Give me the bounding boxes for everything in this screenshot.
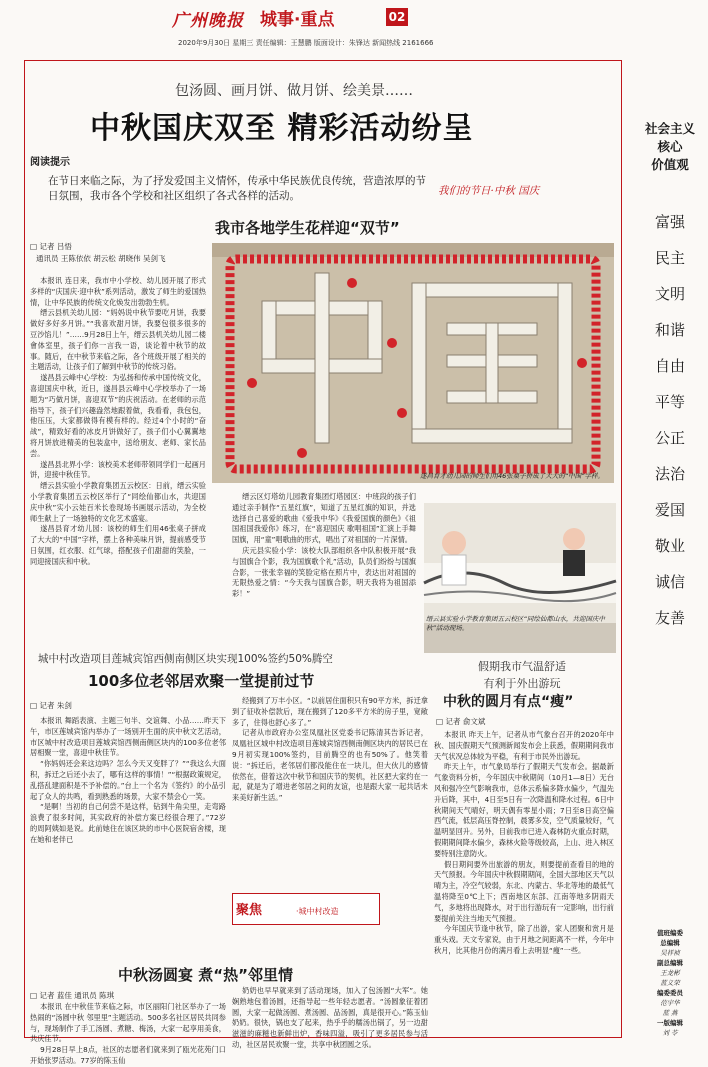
main-kicker: 包汤圆、画月饼、做月饼、绘美景…… [175, 83, 413, 99]
staff-name: 王龙彬 [660, 969, 680, 977]
page-number: 02 [386, 8, 408, 26]
focus-subtitle: ·城中村改造 [296, 907, 339, 916]
core-value: 公正 [654, 429, 685, 447]
paragraph: 本报讯 连日来，我市中小学校、幼儿园开展了形式多样的“庆国庆·迎中秋”系列活动，激发了师生的爱国热情，让中华民族的传统文化焕发出勃勃生机。 [30, 276, 206, 307]
photo-kids-zhongguo-image [212, 243, 614, 483]
staff-role: 一版编辑 [657, 1019, 683, 1027]
core-value: 平等 [654, 393, 685, 411]
paper-logo: 广州晚报 [172, 11, 244, 31]
story2-headline: 100多位老邻居欢聚一堂提前过节 [88, 672, 315, 690]
staff-name: 蓝 燕 [662, 1009, 678, 1017]
story1-byline-2: 通讯员 王陈依依 胡云松 胡晓伟 吴剑飞 [36, 254, 166, 263]
staff-role: 编委委员 [657, 989, 683, 997]
core-values-list [642, 212, 698, 628]
core-values-heading [642, 120, 698, 174]
staff-role: 值班编委 [657, 929, 683, 937]
caption-photo2: 缙云县实验小学教育集团五云校区“同绘仙都山水，共迎国庆中秋”活动现场。 [426, 615, 605, 632]
masthead [0, 0, 708, 36]
main-headline: 中秋国庆双至 精彩活动纷呈 [90, 111, 474, 146]
lead-text: 在节日来临之际，为了抒发爱国主义情怀，传承中华民族优良传统，营造浓厚的节日氛围，我市各个学校和社区组织了各式各样的活动。 [48, 175, 426, 202]
paragraph: 缙云县机关幼儿园：“妈妈说中秋节要吃月饼，我要做好多好多月饼。”“我喜欢甜月饼，我要包很多很多的豆沙馅儿！”……9月28日上午，缙云县机关幼儿园二楼會体室里，孩子们你一言我一语，谈论着中秋节的故事。随后，在中秋节来临之际，各个班级开展了相关的主题活动，让孩子们了解到中秋节的传统习俗。 [30, 308, 206, 372]
story1-headline: 我市各地学生花样迎“双节” [215, 219, 400, 237]
core-values-sidebar [642, 120, 698, 644]
paragraph: 缙云区灯塔幼儿园教育集团灯塔园区：中班段的孩子们通过亲手制作“五星红旗”，知道了五星红旗的知识，并选选择自己喜爱的歌曲《爱我中华》《我爱国旗的颜色》《祖国祖国我爱你》练习，在“喜迎国庆 歌唱祖国”汇演上手舞国旗，用“童”唱歌曲的形式，唱出了对祖国的一片深情。 [232, 492, 416, 545]
story3-headline: 中秋的圆月有点“瘦” [443, 694, 574, 710]
staff-list [642, 928, 698, 1038]
focus-title: 聚焦 [236, 903, 263, 918]
staff-role: 总编辑 [660, 939, 680, 947]
staff-name: 蓝义荣 [660, 979, 680, 987]
story2-byline: □ 记者 朱剑 [30, 701, 72, 710]
caption-photo1: 遂昌育才幼儿园的师生们用46张桌子拼成了大大的“中国”字样。 [420, 472, 605, 480]
photo-kids-zhongguo [212, 243, 614, 483]
paragraph: 昨天上午，市气象局举行了假期天气发布会。据最新气象资料分析，今年国庆中秋期间（10月1—8日）无台风和强冷空气影响我市，总体云系偏多降水偏少，气温先升后降，其中，4日至5日有一次降温和降水过程。6日中秋期间天气晴好，明天偶有零星小雨；7日至8日高空偏西气流，低层高压脊控制，晨雾多发，空气质量较好，气温明显回升。另外，目前我市已进入森林防火重点时期，假期期间降水偏少，森林火险等级较高，上山、进入林区要特别注意防火。 [434, 762, 614, 858]
paragraph: 庆元县实验小学：该校大队部组织各中队积极开展“我与国旗合个影，我为国旗歌个礼”活动，队员们纷纷与国旗合影，一张张幸福的笑脸定格在照片中，表达出对祖国的无限热爱之情：“今天我与国旗合影，明天我将为祖国添彩！” [232, 545, 416, 599]
paragraph: 遂昌县育才幼儿园：该校的师生们用46张桌子拼成了大大的“中国”字样，摆上各种美味月饼，提前感受节日氛围，红衣服、红气球，搭配孩子们甜甜的笑脸，一同迎接国庆和中秋。 [30, 524, 206, 566]
core-value: 爱国 [654, 501, 685, 519]
paragraph: “你妈妈还会来这边吗？怎么今天又变胖了？”“我这么大面积，拆迁之后还小去了，哪有这样的事情！”“根据政策规定，乱搭乱建面积是不予补偿的。”台上一个名为《签约》的小品引起了众人的共鸣，看到熟悉的场景，大家不禁会心一笑。 [30, 759, 226, 801]
section-title: 城事·重点 [260, 10, 335, 30]
paragraph: 经搬到了万丰小区。“以前居住面积只有90平方米，拆迁拿到了征收补偿款后，现在搬到了120多平方米的房子里，宽敞多了，住得也舒心多了。” [232, 696, 428, 727]
core-value: 民主 [654, 249, 685, 267]
core-value: 文明 [654, 285, 685, 303]
page-meta: 2020年9月30日 星期三 责任编辑：王慧鹏 版面设计：朱锋达 新闻热线 2161666 [178, 39, 434, 47]
staff-name: 刘 苓 [662, 1029, 678, 1037]
story4-byline: □ 记者 蓝佳 通讯员 陈琪 [30, 991, 115, 1000]
story4-headline: 中秋汤圆宴 煮“热”邻里情 [118, 966, 293, 984]
story3-byline: □ 记者 俞文斌 [436, 717, 486, 726]
story4-col2 [232, 986, 428, 1049]
story2-col1 [30, 716, 226, 952]
paragraph: 缙云县实验小学教育集团五云校区：日前，缙云实验小学教育集团五云校区举行了“同绘仙都山水，共迎国庆中秋”实小云娃百米长卷现场书画展示活动，为全校师生献上了一场独特的文化艺术盛宴。 [30, 481, 206, 523]
story4-col1 [30, 1002, 226, 1065]
paragraph: 本报讯 舞蹈表演、主题三句半、交谊舞、小品……昨天下午，市区莲城宾馆内举办了一场别开生面的庆中秋文艺活动，市区城中村改造项目莲城宾馆西侧南侧区块内的100多位老邻居相聚一堂，喜迎中秋佳节。 [30, 716, 226, 758]
core-value: 敬业 [654, 537, 685, 555]
heading-line: 核心 [657, 139, 683, 154]
paragraph: 本报讯 昨天上午，记者从市气象台召开的2020年中秋、国庆假期天气预测新闻发布会上获悉，假期期间我市天气状况总体较为平稳，有利于市民外出游玩。 [434, 730, 614, 761]
story3-col [434, 730, 614, 1032]
paragraph: 9月28日早上8点，社区的志愿者们就来到了瓯光花苑门口开始张罗活动。77岁的陈玉仙 [30, 1045, 226, 1065]
paragraph: 遂昌县北界小学：该校美术老师带领同学们一起画月饼，迎接中秋佳节。 [30, 459, 206, 480]
paragraph: “是啊！当初的自己何尝不是这样，钻到牛角尖里，走弯路浪费了很多时间，其实政府的补偿方案已经很合理了。”72岁的周阿姨如是说。此前她住在该区块的市中心医院宿舍楼，现在她和老伴已 [30, 802, 226, 844]
story2-kicker: 城中村改造项目莲城宾馆西侧南侧区块实现100%签约50%腾空 [38, 653, 333, 665]
paragraph: 假日期间要外出旅游的朋友，则要提前查看目的地的天气预报。今年国庆中秋假期期间，全国大部地区天气以晴为主，冷空气较弱，东北、内蒙古、华北等地的最低气温将降至0℃上下；西南地区东部、江南等地多阴雨天气，多地将出现降水，对于出行游玩有一定影响，出行前要提前关注当地天气预报。 [434, 859, 614, 923]
core-value: 富强 [654, 213, 685, 231]
core-value: 法治 [654, 465, 685, 483]
story3-kicker2: 有利于外出游玩 [483, 677, 561, 690]
paragraph: 记者从市政府办公室凤凰社区党委书记陈清其告诉记者，凤凰社区城中村改造项目莲城宾馆西侧南侧区块内的居民已在9月初实现100%签约，目前腾空的也有50%了。他笑着说：“拆迁后，老邻居们都没能住在一块儿，但大伙儿的感情依然在，借着这次中秋节和国庆节的契机，社区把大家约在一起，就是为了增进老邻居之间的友谊，也是跟大家一起共话未来美好新生活。” [232, 728, 428, 803]
core-value: 和谐 [654, 321, 685, 339]
paragraph: 奶奶也早早就来到了活动现场，加入了包汤圆“大军”。她娴熟地包着汤圆，还指导起一些年轻志愿者。“汤圆象征着团圆，大家一起做汤圆、煮汤圆、品汤圆，真是很开心。”陈玉仙奶奶。很快，锅也支了起来，热乎乎的糯汤出锅了，另一边甜滋滋的麻糍也新鲜出炉，香味四溢，吸引了更多居民参与活动，社区居民欢聚一堂，共享中秋团圆之乐。 [232, 986, 428, 1049]
lead-heading: 阅读提示 [30, 157, 70, 168]
heading-line: 价值观 [651, 157, 689, 172]
core-value: 自由 [654, 357, 685, 375]
staff-role: 副总编辑 [657, 959, 683, 967]
festival-slogan: 我们的节日·中秋 国庆 [438, 185, 540, 197]
paragraph: 遂昌县云峰中心学校：为弘扬和传承中国传统文化，喜迎国庆中秋，近日，遂昌县云峰中心学校举办了一场题为“巧做月饼，喜迎双节”的庆祝活动。在老师的示范指导下，孩子们兴趣盎然地跟着做，我看看，我包包，他压压，大家都做得有模有样的。经过4个小时的“奋战”，精致好看的冰皮月饼做好了，孩子们小心翼翼地将月饼放进精美的包装盒中，送给朋友、老师、家长品尝。 [30, 373, 206, 458]
core-value: 友善 [654, 609, 685, 627]
story1-col2 [232, 492, 416, 644]
staff-name: 吴祥祯 [660, 949, 680, 957]
story1-col1 [30, 276, 206, 648]
story1-byline: □ 记者 吕悟 [30, 242, 72, 251]
paragraph: 本报讯 在中秋佳节来临之际，市区丽阳门社区举办了一场热闹的“汤圆中秋 邻里里”主题活动。500多名社区居民共同参与，现场制作了手工汤圆、煮糖、梅汤，大家一起享用美食，共庆佳节。 [30, 1002, 226, 1044]
core-value: 诚信 [654, 573, 685, 591]
story3-kicker1: 假期我市气温舒适 [478, 660, 566, 673]
paragraph: 今年国庆节逢中秋节，除了出游，家人团聚和赏月是重头戏。天文专家说，由于月地之间距离不一样，今年中秋月，比其他月份的满月看上去明显“瘦”一些。 [434, 924, 614, 955]
heading-line: 社会主义 [644, 121, 695, 136]
story2-col2 [232, 696, 428, 888]
staff-name: 范宇华 [660, 999, 680, 1007]
